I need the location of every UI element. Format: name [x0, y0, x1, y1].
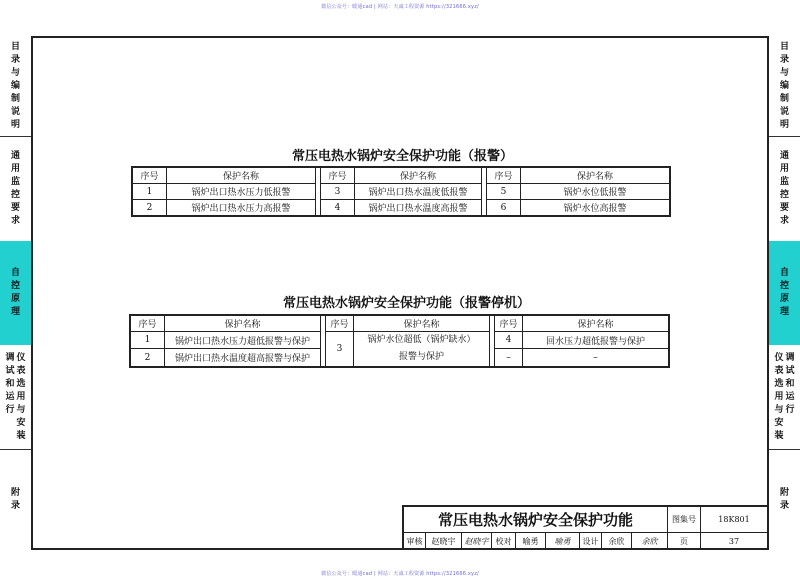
tab-char: 目	[779, 41, 789, 52]
checker-name: 喻勇	[516, 533, 546, 550]
tab-instrument-label-2	[5, 352, 14, 443]
tab-char: 选	[16, 378, 26, 389]
header-no: 序号	[321, 167, 355, 184]
tab-auto-control-label-r	[780, 267, 789, 319]
tab-instrument-right[interactable]	[769, 345, 800, 449]
cell-no: 5	[487, 184, 521, 200]
header-no: 序号	[130, 315, 165, 332]
tab-char: 原	[779, 294, 789, 304]
tab-general-label-r	[780, 150, 789, 228]
tab-auto-control-right[interactable]	[769, 241, 800, 345]
tab-char: 装	[16, 430, 26, 441]
shutdown-table	[129, 314, 670, 368]
tab-char: 求	[10, 216, 20, 226]
tab-auto-control-left[interactable]	[0, 241, 31, 345]
tab-char: 调	[5, 352, 15, 363]
cell-no: 6	[487, 200, 521, 217]
atlas-label: 图集号	[668, 507, 701, 533]
tab-directory-label-r	[780, 41, 789, 132]
title-block	[402, 505, 769, 550]
tab-instrument-label-r1	[774, 352, 783, 443]
check-label: 校对	[492, 533, 516, 550]
tab-char: 运	[785, 391, 795, 402]
checker-signature: 喻勇	[546, 533, 580, 550]
tab-char: 与	[16, 404, 26, 415]
tab-char: 调	[785, 352, 795, 363]
tab-char: 要	[10, 203, 20, 213]
page-label: 页	[668, 533, 701, 550]
table-row	[130, 315, 669, 332]
watermark-top: 微信公众号：暖通cad | 网站：天诚工程资源 https://321666.xyz/	[321, 4, 479, 10]
tab-char: 表	[16, 365, 26, 376]
header-name: 保护名称	[354, 315, 490, 332]
tab-appendix-label-r	[780, 487, 789, 513]
header-no: 序号	[495, 315, 523, 332]
cell-no: 4	[321, 200, 355, 217]
tab-appendix-label	[11, 487, 20, 513]
tab-appendix-left[interactable]	[0, 450, 31, 550]
tab-char: 要	[779, 203, 789, 213]
cell-name: 锅炉出口热水温度超高报警与保护	[165, 349, 321, 367]
drawing-title: 常压电热水锅炉安全保护功能	[404, 507, 668, 533]
cell-name: 锅炉出口热水温度低报警	[355, 184, 482, 200]
tab-char: 控	[10, 281, 20, 291]
table-row	[132, 184, 670, 200]
tab-char: 与	[774, 404, 784, 415]
tab-char: 录	[779, 54, 789, 65]
tab-instrument-left[interactable]	[0, 345, 31, 449]
tab-char: 通	[10, 151, 20, 161]
tab-char: 说	[779, 106, 789, 117]
tab-directory-left[interactable]	[0, 36, 31, 136]
tab-char: 表	[774, 365, 784, 376]
table1-title: 常压电热水锅炉安全保护功能（报警）	[292, 149, 514, 164]
table-row	[130, 332, 669, 349]
cell-name	[354, 332, 490, 368]
tab-char: 录	[779, 501, 789, 511]
tab-char: 选	[774, 378, 784, 389]
tab-instrument-label-r2	[786, 352, 795, 443]
tab-char: 安	[16, 417, 26, 428]
tab-char: 用	[779, 164, 789, 174]
header-name: 保护名称	[355, 167, 482, 184]
tab-char: 行	[785, 404, 795, 415]
tab-char: 控	[779, 190, 789, 200]
tab-directory-label	[11, 41, 20, 132]
header-name: 保护名称	[521, 167, 671, 184]
tab-char: 附	[779, 488, 789, 498]
designer-signature: 余欣	[632, 533, 668, 550]
tab-char: 通	[779, 151, 789, 161]
tab-char: 仪	[774, 352, 784, 363]
tab-char: 附	[10, 488, 20, 498]
cell-name: 锅炉出口热水压力高报警	[167, 200, 316, 217]
tab-char: 与	[779, 67, 789, 78]
cell-name: 锅炉水位高报警	[521, 200, 671, 217]
tab-char: 原	[10, 294, 20, 304]
tab-char: 自	[779, 268, 789, 278]
cell-name-line1: 锅炉水位超低（锅炉缺水）	[367, 335, 476, 345]
cell-name-line2: 报警与保护	[398, 352, 444, 362]
tab-char: 运	[5, 391, 15, 402]
tab-char: 装	[774, 430, 784, 441]
tab-char: 理	[779, 307, 789, 317]
tab-char: 制	[10, 93, 20, 104]
review-label: 审核	[404, 533, 426, 550]
tab-char: 安	[774, 417, 784, 428]
tab-char: 监	[10, 177, 20, 187]
tab-general-label	[11, 150, 20, 228]
tab-char: 编	[10, 80, 20, 91]
cell-name: 锅炉出口热水压力超低报警与保护	[165, 332, 321, 349]
cell-name: 锅炉出口热水压力低报警	[167, 184, 316, 200]
cell-no: 2	[130, 349, 165, 367]
tab-auto-control-label	[11, 267, 20, 319]
header-no: 序号	[132, 167, 167, 184]
design-label: 设计	[580, 533, 602, 550]
tab-char: 行	[5, 404, 15, 415]
tab-general-left[interactable]	[0, 137, 31, 241]
watermark-bottom: 微信公众号：暖通cad | 网站：天诚工程资源 https://321666.xyz/	[321, 571, 479, 577]
cell-name: 回水压力超低报警与保护	[523, 332, 670, 349]
table-row	[132, 200, 670, 217]
tab-char: 用	[774, 391, 784, 402]
tab-instrument-label-1	[17, 352, 26, 443]
cell-no: 1	[132, 184, 167, 200]
tab-char: 用	[16, 391, 26, 402]
tab-char: 明	[10, 119, 20, 130]
tab-char: 控	[10, 190, 20, 200]
header-no: 序号	[487, 167, 521, 184]
designer-name: 余欣	[602, 533, 632, 550]
cell-name: 锅炉出口热水温度高报警	[355, 200, 482, 217]
tab-char: 监	[779, 177, 789, 187]
tab-char: 用	[10, 164, 20, 174]
tab-char: 录	[10, 501, 20, 511]
tab-char: 理	[10, 307, 20, 317]
tab-char: 求	[779, 216, 789, 226]
tab-char: 目	[10, 41, 20, 52]
cell-name: 锅炉水位低报警	[521, 184, 671, 200]
tab-directory-right[interactable]	[769, 36, 800, 136]
tab-char: 说	[10, 106, 20, 117]
table-row	[132, 167, 670, 184]
cell-no: 3	[326, 332, 354, 368]
header-no: 序号	[326, 315, 354, 332]
tab-char: 试	[5, 365, 15, 376]
cell-name: –	[523, 349, 670, 367]
tab-char: 编	[779, 80, 789, 91]
cell-no: 1	[130, 332, 165, 349]
tab-char: 和	[5, 378, 15, 389]
cell-no: –	[495, 349, 523, 367]
tab-char: 控	[779, 281, 789, 291]
tab-char: 仪	[16, 352, 26, 363]
tab-general-right[interactable]	[769, 137, 800, 241]
tab-char: 自	[10, 268, 20, 278]
header-name: 保护名称	[523, 315, 670, 332]
tab-char: 和	[785, 378, 795, 389]
tab-char: 录	[10, 54, 20, 65]
header-name: 保护名称	[165, 315, 321, 332]
tab-char: 与	[10, 67, 20, 78]
tab-char: 明	[779, 119, 789, 130]
tab-char: 试	[785, 365, 795, 376]
tab-char: 制	[779, 93, 789, 104]
alarm-table	[131, 166, 671, 217]
header-name: 保护名称	[167, 167, 316, 184]
atlas-number: 18K801	[701, 507, 767, 533]
reviewer-name: 赵晓宇	[426, 533, 462, 550]
reviewer-signature: 赵晓宇	[462, 533, 492, 550]
cell-no: 4	[495, 332, 523, 349]
page-number: 37	[728, 537, 740, 546]
cell-no: 2	[132, 200, 167, 217]
table2-title: 常压电热水锅炉安全保护功能（报警停机）	[283, 296, 531, 311]
cell-no: 3	[321, 184, 355, 200]
tab-appendix-right[interactable]	[769, 450, 800, 550]
